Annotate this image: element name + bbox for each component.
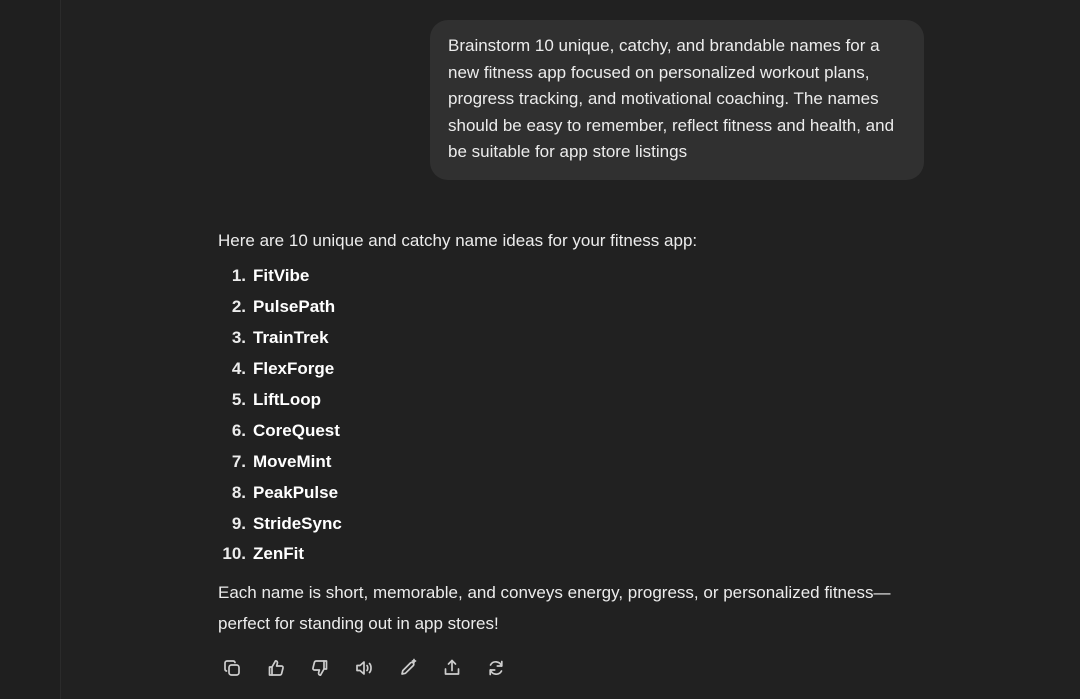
list-item-name: PulsePath bbox=[253, 297, 336, 317]
share-icon bbox=[442, 658, 462, 678]
list-item-name: ZenFit bbox=[253, 544, 304, 564]
list-item-number: 2. bbox=[231, 297, 246, 317]
list-item-name: LiftLoop bbox=[253, 390, 321, 409]
list-item-number: 8. bbox=[231, 482, 246, 502]
list-item bbox=[218, 477, 918, 508]
list-item bbox=[218, 385, 918, 416]
read-aloud-button[interactable] bbox=[350, 654, 378, 682]
copy-button[interactable] bbox=[218, 654, 246, 682]
copy-icon bbox=[222, 658, 242, 678]
list-item-number: 7. bbox=[231, 451, 246, 471]
list-item-name: FlexForge bbox=[253, 359, 335, 379]
list-item-number: 9. bbox=[231, 513, 246, 533]
assistant-intro: Here are 10 unique and catchy name ideas for your fitness app: bbox=[218, 231, 698, 250]
user-message-text: Brainstorm 10 unique, catchy, and brandable names for a new fitness app focused on personalized workout plans, progress tracking, and motivational coaching. The names should be easy to remember, reflect fitness and health, and be suitable for app store listings bbox=[448, 36, 895, 161]
name-list bbox=[218, 261, 918, 570]
thumbs-down-icon bbox=[310, 658, 330, 678]
list-item bbox=[218, 323, 918, 354]
list-item-name: TrainTrek bbox=[253, 328, 329, 348]
list-item bbox=[218, 354, 918, 385]
list-item-number: 4. bbox=[231, 359, 246, 379]
thumbs-up-button[interactable] bbox=[262, 654, 290, 682]
list-item-name: MoveMint bbox=[253, 451, 332, 471]
thumbs-down-button[interactable] bbox=[306, 654, 334, 682]
user-message-bubble bbox=[430, 20, 924, 180]
assistant-outro: Each name is short, memorable, and conveys energy, progress, or personalized fitness—perfect for standing out in app stores! bbox=[218, 582, 891, 633]
list-item bbox=[218, 508, 918, 539]
list-item-name: FitVibe bbox=[253, 266, 310, 286]
regenerate-icon bbox=[486, 658, 506, 678]
assistant-message bbox=[218, 226, 918, 639]
chat-thread bbox=[60, 0, 1080, 699]
share-button[interactable] bbox=[438, 654, 466, 682]
list-item-name: PeakPulse bbox=[253, 482, 339, 502]
list-item-number: 6. bbox=[231, 420, 246, 440]
list-item-number: 5. bbox=[231, 390, 246, 409]
list-item bbox=[218, 539, 918, 570]
list-item-number: 10. bbox=[222, 544, 246, 564]
list-item-number: 3. bbox=[231, 328, 246, 348]
list-item bbox=[218, 446, 918, 477]
regenerate-button[interactable] bbox=[482, 654, 510, 682]
list-item bbox=[218, 261, 918, 292]
list-item-name: CoreQuest bbox=[253, 420, 340, 440]
list-item bbox=[218, 292, 918, 323]
message-actions bbox=[218, 654, 526, 682]
thumbs-up-icon bbox=[266, 658, 286, 678]
sidebar-edge bbox=[0, 0, 61, 699]
list-item bbox=[218, 415, 918, 446]
edit-icon bbox=[398, 658, 418, 678]
list-item-name: StrideSync bbox=[253, 513, 342, 533]
speaker-icon bbox=[354, 658, 374, 678]
list-item-number: 1. bbox=[231, 266, 246, 286]
edit-button[interactable] bbox=[394, 654, 422, 682]
